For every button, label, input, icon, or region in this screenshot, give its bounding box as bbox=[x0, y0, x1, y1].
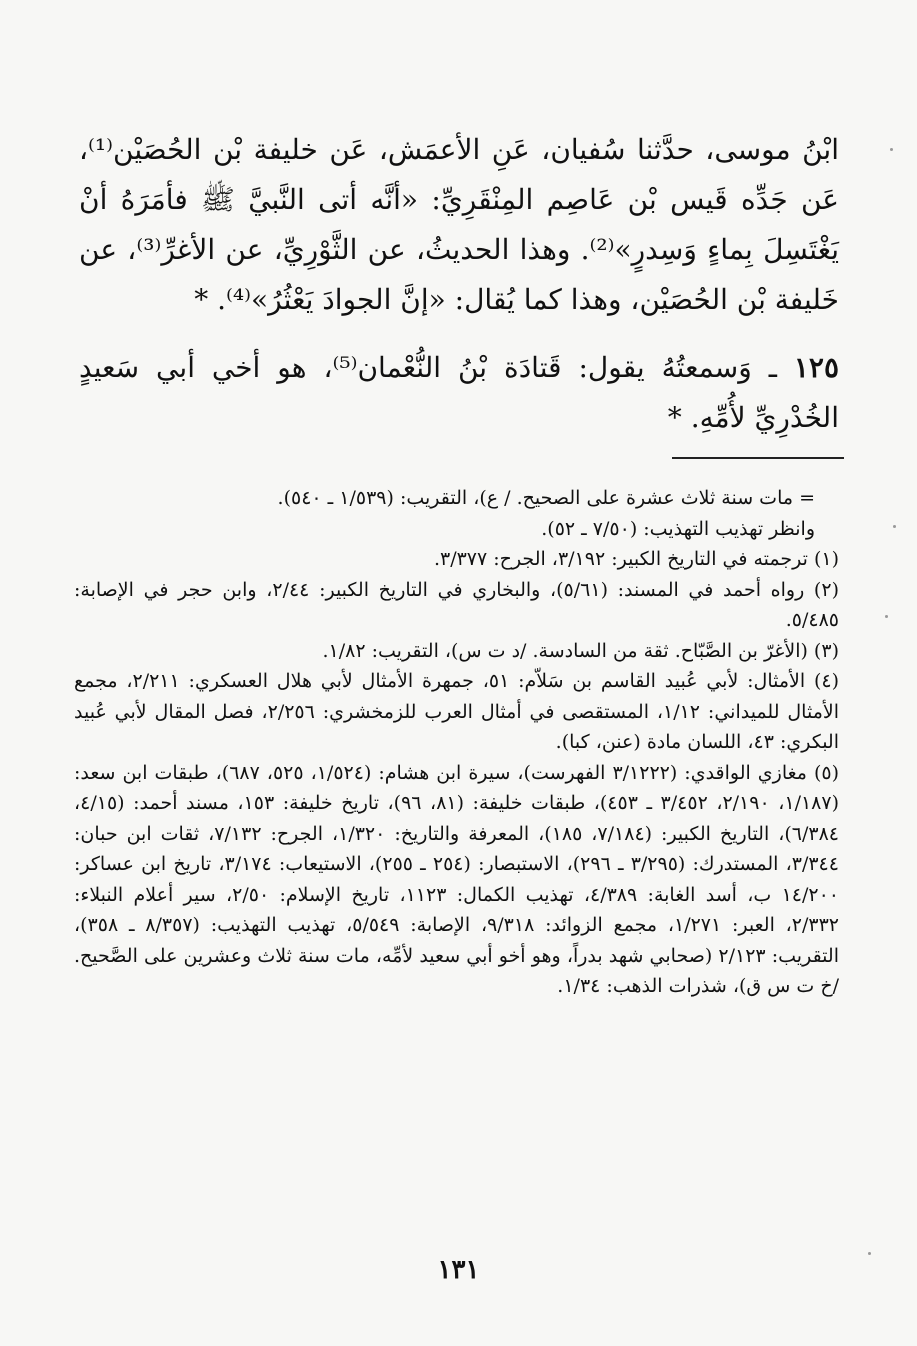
footnotes bbox=[74, 483, 839, 1002]
footnote-continuation: وانظر تهذيب التهذيب: (٧/٥٠ ـ ٥٢). bbox=[541, 517, 815, 540]
paragraph-125 bbox=[79, 343, 839, 443]
main-text bbox=[79, 125, 839, 443]
footnote-5: (٥) مغازي الواقدي: (٣/١٢٢٢ الفهرست)، سيرة ابن هشام: (١/٥٢٤، ٥٢٥، ٦٨٧)، طبقات ابن سعد: (١/١٨٧، ٢/١٩٠، ٣/٤٥٢ ـ ٤٥٣)، طبقات خليفة: (٨١، ٩٦)، تاريخ خليفة: ١٥٣، مسند أحمد: (٤/١٥، ٦/٣٨٤)، التاريخ الكبير: (٧/١٨٤، ١٨٥)، المعرفة والتاريخ: ١/٣٢٠، الجرح: ٧/١٣٢، ثقات ابن حبان: ٣/٣٤٤، المستدرك: (٣/٢٩٥ ـ ٢٩٦)، الاستبصار: (٢٥٤ ـ ٢٥٥)، الاستيعاب: ٣/١٧٤، تاريخ ابن عساكر: ١٤/٢٠٠ ب، أسد الغابة: ٤/٣٨٩، تهذيب الكمال: ١١٢٣، تاريخ الإسلام: ٢/٥٠، سير أعلام النبلاء: ٢/٣٣٢، العبر: ١/٢٧١، مجمع الزوائد: ٩/٣١٨، الإصابة: ٥/٥٤٩، تهذيب التهذيب: (٨/٣٥٧ ـ ٣٥٨)، التقريب: ٢/١٢٣ (صحابي شهد بدراً، وهو أخو أبي سعيد لأمِّه، مات سنة ثلاث وعشرين على الصَّحيح. /خ ت س ق)، شذرات الذهب: ١/٣٤. bbox=[74, 761, 840, 997]
scan-speck bbox=[893, 525, 896, 528]
scan-speck bbox=[885, 615, 888, 618]
footnote-2: (٢) رواه أحمد في المسند: (٥/٦١)، والبخاري في التاريخ الكبير: ٢/٤٤، وابن حجر في الإصابة: ٥/٤٨٥. bbox=[74, 578, 839, 631]
paragraph-125-text: ـ وَسمعتُهُ يقول: قَتادَة بْنُ النُّعْمان⁽⁵⁾، هو أخي أبي سَعيدٍ الخُدْرِيِّ لأُمِّهِ. * bbox=[79, 351, 839, 434]
scan-speck bbox=[868, 1252, 871, 1255]
footnote-3: (٣) (الأغرّ بن الصَّبّاح. ثقة من السادسة. /د ت س)، التقريب: ١/٨٢. bbox=[322, 639, 839, 662]
page-number: ١٣١ bbox=[437, 1255, 480, 1285]
footnote-continuation: = مات سنة ثلاث عشرة على الصحيح. / ع)، التقريب: (١/٥٣٩ ـ ٥٤٠). bbox=[277, 487, 815, 509]
footnote-1: (١) ترجمته في التاريخ الكبير: ٣/١٩٢، الجرح: ٣/٣٧٧. bbox=[433, 548, 839, 570]
footnote-separator bbox=[672, 457, 844, 459]
footnote-4: (٤) الأمثال: لأبي عُبيد القاسم بن سَلاّم: ٥١، جمهرة الأمثال لأبي هلال العسكري: ٢/٢١١، مجمع الأمثال للميداني: ١/١٢، المستقصى في أمثال العرب للزمخشري: ٢/٢٥٦، فصل المقال لأبي عُبيد البكري: ٤٣، اللسان مادة (عنن، كبا). bbox=[74, 670, 840, 753]
paragraph-124-continued: ابْنُ موسى، حدَّثنا سُفيان، عَنِ الأعمَش، عَن خليفة بْن الحُصَيْن⁽¹⁾، عَن جَدِّه قَيس بْن عَاصِم المِنْقَرِيِّ: «أنَّه أتى النَّبيَّ ﷺ فأمَرَهُ أنْ يَغْتَسِلَ بِماءٍ وَسِدرٍ»⁽²⁾. وهذا الحديثُ، عن الثَّوْرِيِّ، عن الأغرِّ⁽³⁾، عن خَليفة بْن الحُصَيْن، وهذا كما يُقال: «إنَّ الجوادَ يَعْثُرُ»⁽⁴⁾. * bbox=[79, 133, 839, 316]
scan-speck bbox=[890, 148, 893, 151]
paragraph-number: ١٢٥ bbox=[793, 351, 839, 384]
